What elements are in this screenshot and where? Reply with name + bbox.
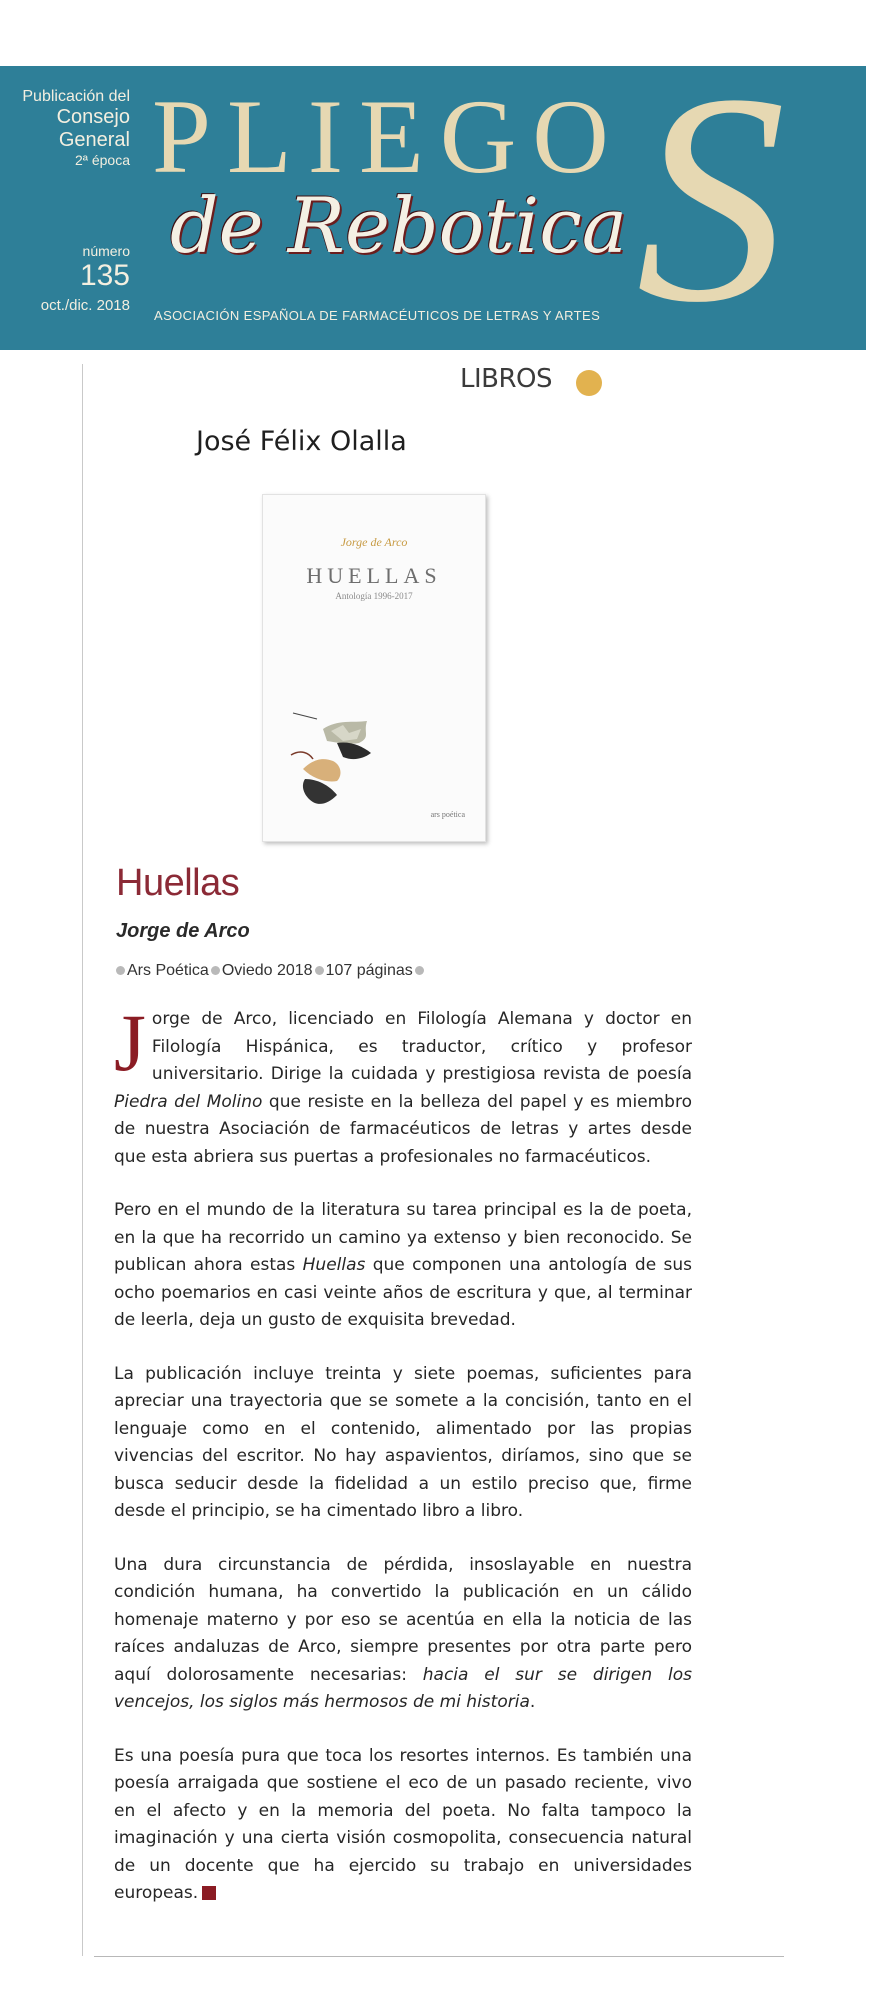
end-mark-icon [202, 1886, 216, 1900]
pub-line: Consejo [56, 106, 130, 129]
paragraph [114, 1197, 692, 1335]
masthead [0, 66, 866, 350]
issue-label: número [82, 243, 130, 259]
paragraph [114, 1552, 692, 1717]
issue-number: 135 [79, 259, 130, 293]
bullet-icon [116, 966, 125, 975]
issue-info [0, 244, 130, 315]
cover-title: HUELLAS [306, 563, 442, 588]
drop-cap: J [114, 997, 146, 1088]
book-title: Huellas [116, 862, 240, 904]
meta-pages: 107 páginas [325, 962, 413, 979]
paragraph [114, 997, 692, 1171]
masthead-title: PLIEGO [152, 78, 625, 195]
bottom-divider [94, 1956, 784, 1957]
meta-place-year: Oviedo 2018 [221, 962, 313, 979]
leaves-illustration [283, 709, 403, 819]
cover-author: Jorge de Arco [340, 535, 408, 549]
bullet-icon [415, 966, 424, 975]
article-author: José Félix Olalla [196, 426, 407, 457]
poem-quote: hacia el sur se dirigen los vencejos, los siglos más hermosos de mi historia [114, 1664, 692, 1712]
article-body [114, 997, 692, 1934]
section-label: LIBROS [460, 364, 553, 394]
cover-subtitle: Antología 1996-2017 [335, 591, 413, 601]
bullet-icon [315, 966, 324, 975]
book-reference: Huellas [302, 1255, 366, 1275]
journal-name: Piedra del Molino [114, 1091, 263, 1112]
edition: 2ª época [74, 152, 130, 169]
text: que resiste en la belleza del papel y es miembro de nuestra Asociación de farmacéuticos de letras y artes desde que esta abriera sus puertas a profesionales no farmacéuticos. [114, 1091, 692, 1167]
text: que componen una antología de sus ocho poemarios en casi veinte años de escritura y que, al terminar de leerla, deja un gusto de exquisita brevedad. [114, 1255, 692, 1330]
text: Una dura circunstancia de pérdida, insoslayable en nuestra condición humana, ha convertido la publicación en un cálido homenaje materno y por eso se acentúa en ella la noticia de las raíces andaluzas de Arco, siempre presentes por otra parte pero aquí dolorosamente necesarias: [114, 1554, 692, 1685]
text: Es una poesía pura que toca los resortes internos. Es también una poesía arraigada que sostiene el eco de un pasado reciente, vivo en el afecto y en la memoria del poeta. No falta tampoco la imaginación y una cierta visión cosmopolita, consecuencia natural de un docente que ha ejercido su trabajo en universidades europeas. [114, 1745, 692, 1903]
text: . [529, 1692, 536, 1712]
paragraph [114, 1743, 692, 1908]
masthead-subtitle: de Rebotica [170, 181, 628, 270]
association-name: ASOCIACIÓN ESPAÑOLA DE FARMACÉUTICOS DE LETRAS Y ARTES [154, 308, 601, 323]
book-meta [114, 962, 426, 980]
masthead-title-s: S [636, 66, 786, 350]
book-author: Jorge de Arco [116, 920, 250, 942]
cover-publisher: ars poética [430, 810, 465, 819]
pub-line: General [58, 129, 130, 152]
issue-date: oct./dic. 2018 [40, 297, 130, 315]
pub-line: Publicación del [22, 88, 130, 105]
text: Pero en el mundo de la literatura su tarea principal es la de poeta, en la que ha recorrido un camino ya extenso y bien reconocido. Se publican ahora estas [114, 1200, 692, 1275]
meta-publisher: Ars Poética [127, 962, 209, 979]
text: orge de Arco, licenciado en Filología Alemana y doctor en Filología Hispánica, es traductor, crítico y profesor universitario. Dirige la cuidada y prestigiosa revista de poesía [151, 1009, 692, 1084]
bullet-icon [211, 966, 220, 975]
section-dot-icon [576, 370, 602, 396]
book-cover [262, 494, 486, 842]
paragraph: La publicación incluye treinta y siete poemas, suficientes para apreciar una trayectoria que se somete a la concisión, tanto en el lenguaje como en el contenido, alimentado por las propias vivencias del escritor. No hay aspavientos, diríamos, sino que se busca seducir desde la fidelidad a un estilo preciso que, firme desde el principio, se ha cimentado libro a libro. [114, 1363, 692, 1521]
publisher-info [0, 88, 130, 168]
